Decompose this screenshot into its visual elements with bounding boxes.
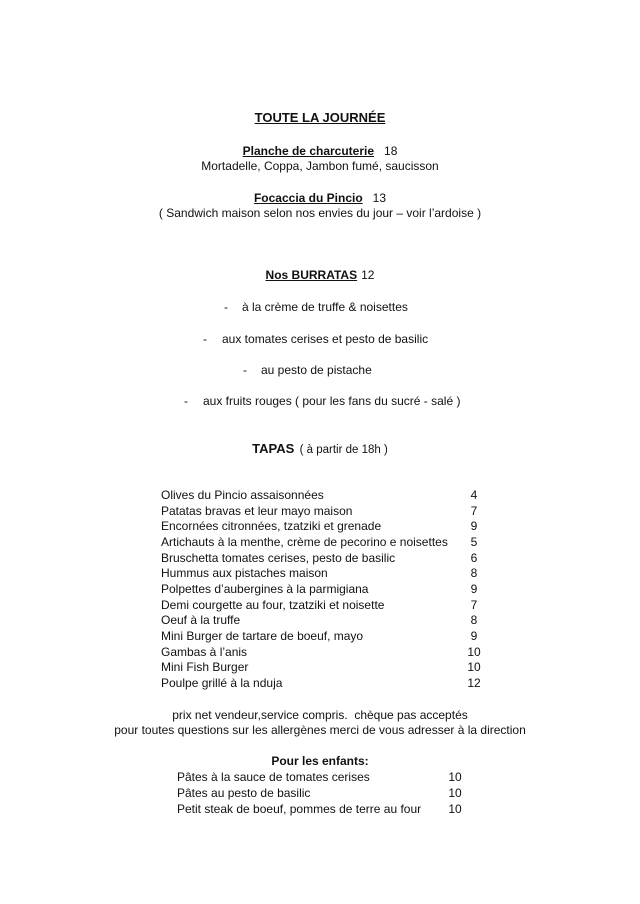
tapas-item-name: Patatas bravas et leur mayo maison [161, 504, 353, 518]
burrata-item-label: au pesto de pistache [261, 363, 372, 377]
tapas-item-price: 10 [467, 645, 481, 659]
pricing-note: prix net vendeur,service compris. chèque pas acceptés [172, 708, 468, 722]
kids-item-price: 10 [448, 770, 462, 784]
tapas-item-name: Mini Fish Burger [161, 660, 249, 674]
kids-item-price: 10 [448, 802, 462, 816]
kids-item-name: Pâtes à la sauce de tomates cerises [177, 770, 370, 784]
tapas-item-name: Oeuf à la truffe [161, 613, 241, 627]
burrata-item-label: aux tomates cerises et pesto de basilic [222, 332, 429, 346]
focaccia-heading [0, 191, 640, 205]
charcuterie-description: Mortadelle, Coppa, Jambon fumé, saucisson [201, 159, 439, 173]
tapas-item-name: Encornées citronnées, tzatziki et grenade [161, 519, 382, 533]
burratas-heading [0, 268, 640, 282]
tapas-item-price: 7 [470, 504, 478, 518]
tapas-heading [0, 441, 640, 456]
charcuterie-name: Planche de charcuterie [242, 144, 375, 158]
allergen-note: pour toutes questions sur les allergènes merci de vous adresser à la direction [114, 723, 526, 737]
kids-item-price: 10 [448, 786, 462, 800]
charcuterie-heading [0, 144, 640, 158]
page-title: TOUTE LA JOURNÉE [254, 110, 386, 125]
focaccia-description: ( Sandwich maison selon nos envies du jour – voir l’ardoise ) [158, 206, 482, 220]
tapas-item-price: 9 [470, 519, 478, 533]
tapas-item-price: 8 [470, 566, 478, 580]
kids-item-name: Pâtes au pesto de basilic [177, 786, 311, 800]
tapas-item-price: 12 [467, 676, 481, 690]
tapas-item-price: 9 [470, 629, 478, 643]
tapas-item-price: 4 [470, 488, 478, 502]
tapas-item-name: Artichauts à la menthe, crème de pecorino e noisettes [161, 535, 448, 549]
tapas-item-price: 9 [470, 582, 478, 596]
tapas-hours-note: ( à partir de 18h ) [299, 444, 388, 456]
kids-item-name: Petit steak de boeuf, pommes de terre au four [177, 802, 422, 816]
tapas-item-price: 8 [470, 613, 478, 627]
bullet-dash: - [224, 300, 228, 314]
tapas-item-price: 5 [470, 535, 478, 549]
burratas-name: Nos BURRATAS [265, 268, 358, 282]
tapas-item-name: Gambas à l’anis [161, 645, 248, 659]
tapas-item-name: Bruschetta tomates cerises, pesto de basilic [161, 551, 396, 565]
tapas-item-name: Olives du Pincio assaisonnées [161, 488, 324, 502]
burrata-item-label: aux fruits rouges ( pour les fans du sucré - salé ) [203, 394, 461, 408]
burratas-price: 12 [361, 268, 375, 282]
focaccia-name: Focaccia du Pincio [253, 191, 363, 205]
bullet-dash: - [243, 363, 247, 377]
bullet-dash: - [203, 332, 207, 346]
focaccia-price: 13 [372, 191, 387, 205]
tapas-item-name: Poulpe grillé à la nduja [161, 676, 283, 690]
charcuterie-price: 18 [384, 144, 398, 158]
tapas-item-name: Mini Burger de tartare de boeuf, mayo [161, 629, 364, 643]
tapas-item-price: 7 [470, 598, 478, 612]
tapas-title: TAPAS [252, 441, 295, 456]
tapas-item-name: Polpettes d’aubergines à la parmigiana [161, 582, 369, 596]
tapas-item-name: Demi courgette au four, tzatziki et noisette [161, 598, 385, 612]
tapas-item-price: 6 [470, 551, 478, 565]
tapas-item-name: Hummus aux pistaches maison [161, 566, 328, 580]
kids-heading: Pour les enfants: [271, 754, 369, 768]
burrata-item-label: à la crème de truffe & noisettes [242, 300, 408, 314]
bullet-dash: - [184, 394, 188, 408]
tapas-item-price: 10 [467, 660, 481, 674]
